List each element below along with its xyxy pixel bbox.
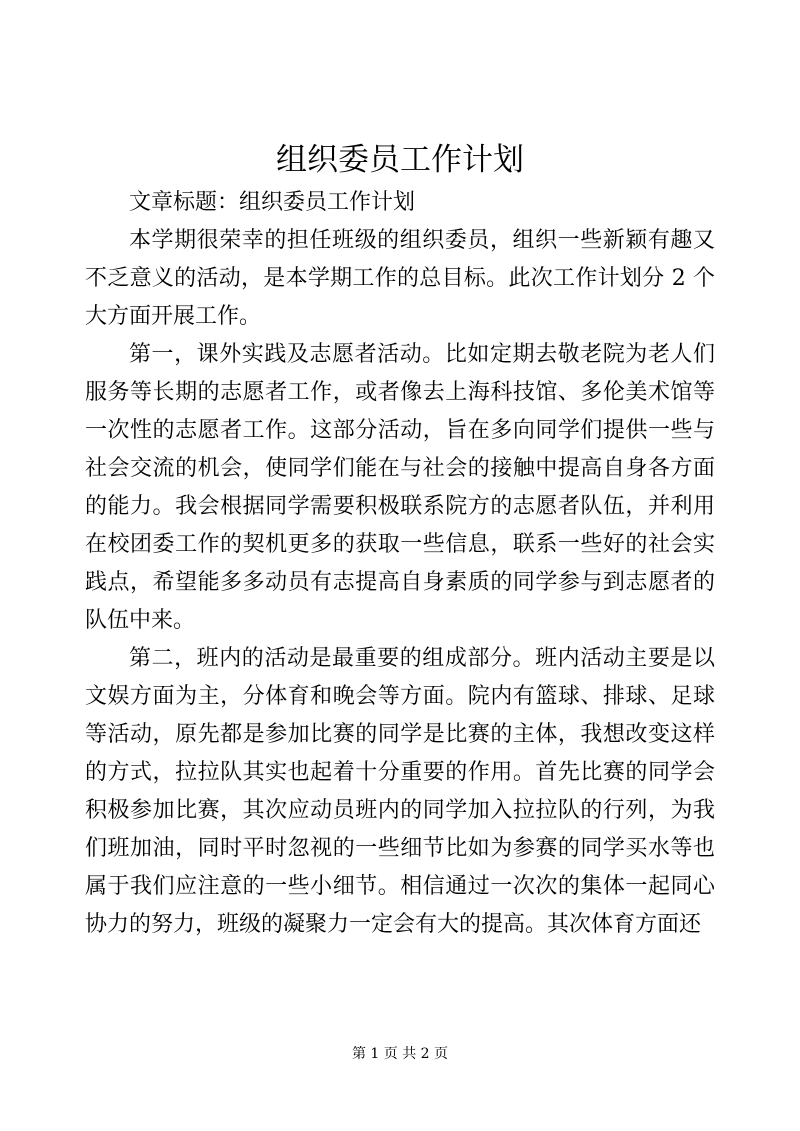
paragraph-article-title: 文章标题：组织委员工作计划 (129, 190, 416, 215)
paragraph-intro: 本学期很荣幸的担任班级的组织委员，组织一些新颖有趣又不乏意义的活动，是本学期工作的总目标。此次工作计划分 2 个大方面开展工作。 (85, 228, 715, 329)
document-body (85, 184, 715, 944)
document-title: 组织委员工作计划 (276, 142, 524, 178)
paragraph-first-point: 第一，课外实践及志愿者活动。比如定期去敬老院为老人们服务等长期的志愿者工作，或者像去上海科技馆、多伦美术馆等一次性的志愿者工作。这部分活动，旨在多向同学们提供一些与社会交流的机会，使同学们能在与社会的接触中提高自身各方面的能力。我会根据同学需要积极联系院方的志愿者队伍，并利用在校团委工作的契机更多的获取一些信息，联系一些好的社会实践点，希望能多多动员有志提高自身素质的同学参与到志愿者的队伍中来。 (85, 342, 715, 633)
paragraph-second-point: 第二，班内的活动是最重要的组成部分。班内活动主要是以文娱方面为主，分体育和晚会等方面。院内有篮球、排球、足球等活动，原先都是参加比赛的同学是比赛的主体，我想改变这样的方式，拉拉队其实也起着十分重要的作用。首先比赛的同学会积极参加比赛，其次应动员班内的同学加入拉拉队的行列，为我们班加油，同时平时忽视的一些细节比如为参赛的同学买水等也属于我们应注意的一些小细节。相信通过一次次的集体一起同心协力的努力，班级的凝聚力一定会有大的提高。其次体育方面还 (85, 646, 715, 937)
page-footer: 第 1 页 共 2 页 (351, 1046, 449, 1062)
